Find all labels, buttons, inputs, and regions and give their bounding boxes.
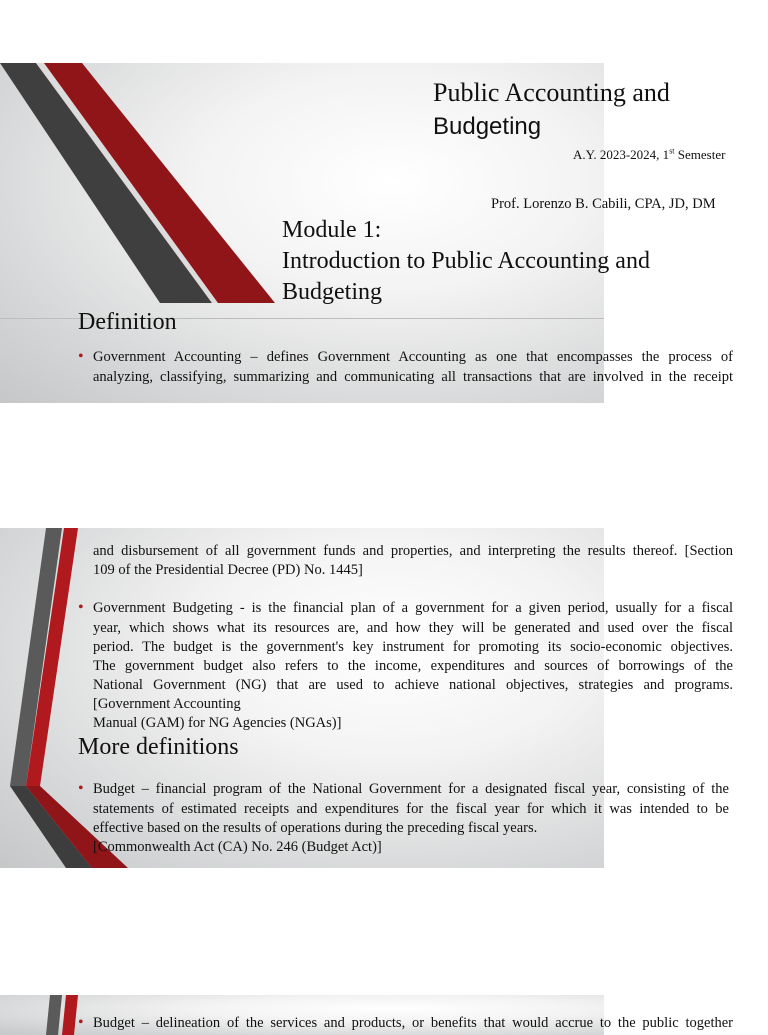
bullet-icon: •	[78, 1014, 84, 1031]
paragraph-text: 109 of the Presidential Decree (PD) No. 1445]	[93, 562, 363, 578]
academic-year: A.Y. 2023-2024, 1st Semester	[573, 146, 726, 162]
bullet-text: statements of estimated receipts and expenditures for the fiscal year for which it was intended to be	[93, 801, 729, 817]
professor-name: Prof. Lorenzo B. Cabili, CPA, JD, DM	[491, 196, 716, 212]
bullet-text: Budget – delineation of the services and products, or benefits that would accrue to the public together	[93, 1015, 733, 1031]
paragraph-text: and disbursement of all government funds and properties, and interpreting the results thereof. [Section	[93, 543, 733, 559]
bullet-text: Government Budgeting - is the financial plan of a government for a given period, usually for a fiscal	[93, 600, 733, 616]
bullet-text: analyzing, classifying, summarizing and communicating all transactions that are involved in the receipt	[93, 369, 733, 385]
slide-2	[0, 528, 733, 868]
bullet-text: Manual (GAM) for NG Agencies (NGAs)]	[93, 715, 342, 731]
bullet-icon: •	[78, 348, 84, 365]
section-heading: Definition	[78, 309, 177, 335]
bullet-text: The government budget also refers to the income, expenditures and sources of borrowings of the	[93, 658, 733, 674]
section-heading: More definitions	[78, 734, 239, 760]
presentation-title: Public Accounting and	[433, 78, 670, 107]
slide-3	[0, 995, 733, 1035]
bullet-text: Government Accounting – defines Government Accounting as one that encompasses the process of	[93, 349, 733, 365]
module-title-line2: Budgeting	[282, 279, 382, 305]
bullet-icon: •	[78, 599, 84, 616]
bullet-text: period. The budget is the government's key instrument for promoting its socio-economic objectives.	[93, 639, 733, 655]
bullet-text: Budget – financial program of the National Government for a designated fiscal year, consisting of the	[93, 781, 729, 797]
bullet-text: [Government Accounting	[93, 696, 241, 712]
bullet-text: year, which shows what its resources are, and how they will be generated and used over the fiscal	[93, 620, 733, 636]
slide-1	[0, 63, 733, 403]
module-title: Introduction to Public Accounting and	[282, 248, 650, 274]
presentation-title-line2: Budgeting	[433, 113, 542, 140]
bullet-text: National Government (NG) that are used to achieve national objectives, strategies and programs.	[93, 677, 733, 693]
bullet-text: effective based on the results of operations during the preceding fiscal years.	[93, 820, 538, 836]
bullet-icon: •	[78, 780, 84, 797]
bullet-text: [Commonwealth Act (CA) No. 246 (Budget Act)]	[93, 839, 382, 855]
module-number: Module 1:	[282, 217, 382, 243]
